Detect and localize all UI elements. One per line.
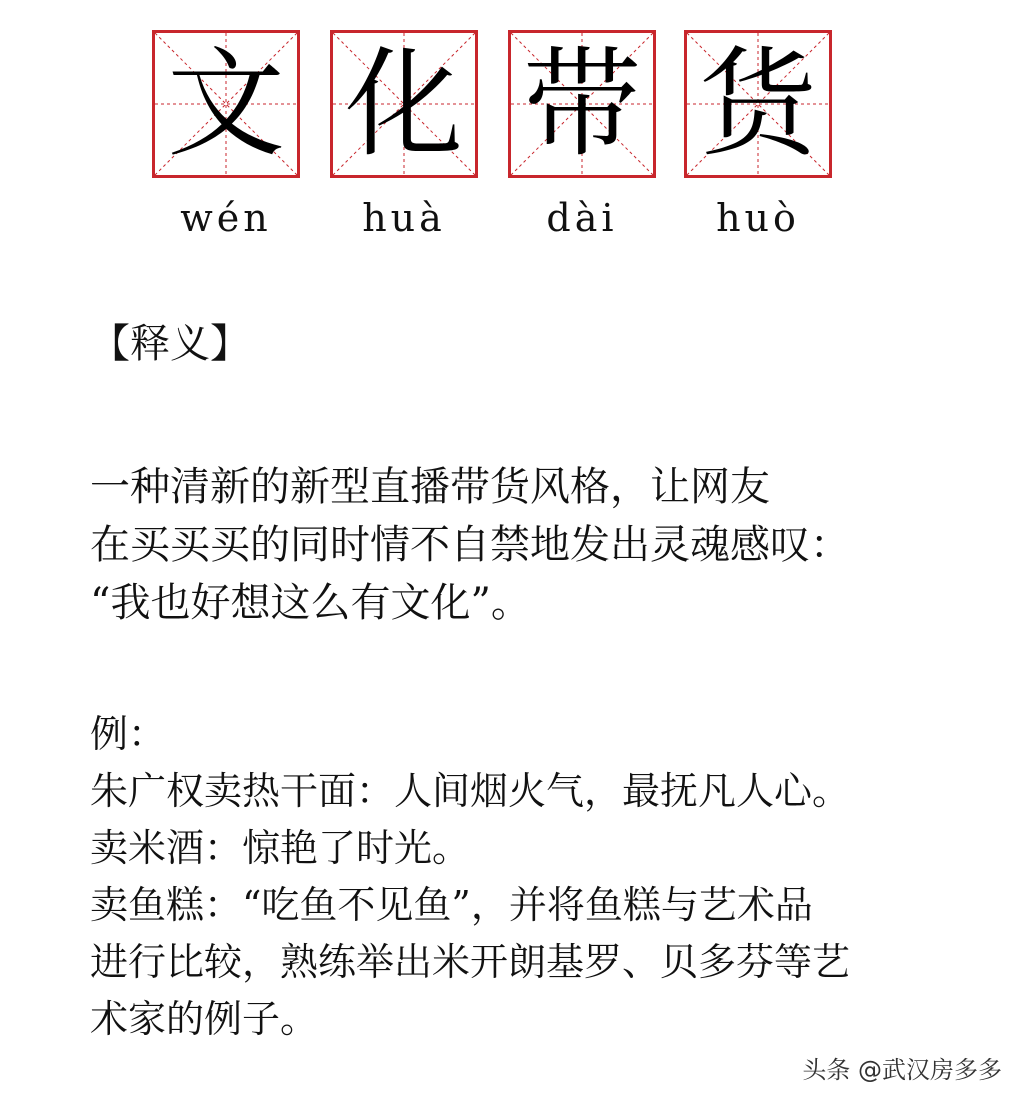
tianzige-box-1 (152, 30, 300, 178)
title-char-cell-3 (508, 30, 658, 178)
title-char-2: 化 (344, 35, 463, 173)
definition-block (90, 458, 950, 632)
examples-block (90, 706, 950, 1048)
tianzige-box-2 (330, 30, 478, 178)
example-line: 进行比较，熟练举出米开朗基罗、贝多芬等艺 (90, 940, 851, 984)
pinyin-4: huò (716, 196, 800, 240)
title-char-3: 带 (522, 35, 641, 173)
title-char-cell-2 (330, 30, 480, 178)
pinyin-2: huà (362, 196, 446, 240)
definition-line: 一种清新的新型直播带货风格，让网友 (90, 464, 770, 510)
title-char-1: 文 (166, 35, 285, 173)
example-line: 卖鱼糕：“吃鱼不见鱼”，并将鱼糕与艺术品 (90, 883, 813, 927)
pinyin-3: dài (546, 196, 618, 240)
watermark-text: 头条 @武汉房多多 (802, 1056, 1002, 1084)
examples-heading: 例： (90, 712, 167, 756)
title-character-grid (152, 30, 842, 240)
tianzige-box-3 (508, 30, 656, 178)
section-label-definition: 【释义】 (90, 321, 250, 367)
definition-line: 在买买买的同时情不自禁地发出灵魂感叹： (90, 522, 850, 568)
example-line: 朱广权卖热干面：人间烟火气，最抚凡人心。 (90, 769, 851, 813)
pinyin-1: wén (180, 196, 272, 240)
title-char-cell-4 (684, 30, 834, 178)
title-char-4: 货 (698, 35, 817, 173)
title-char-cell-1 (152, 30, 302, 178)
tianzige-box-4 (684, 30, 832, 178)
example-line: 术家的例子。 (90, 997, 319, 1041)
definition-line: “我也好想这么有文化”。 (90, 580, 531, 626)
example-line: 卖米酒：惊艳了时光。 (90, 826, 471, 870)
